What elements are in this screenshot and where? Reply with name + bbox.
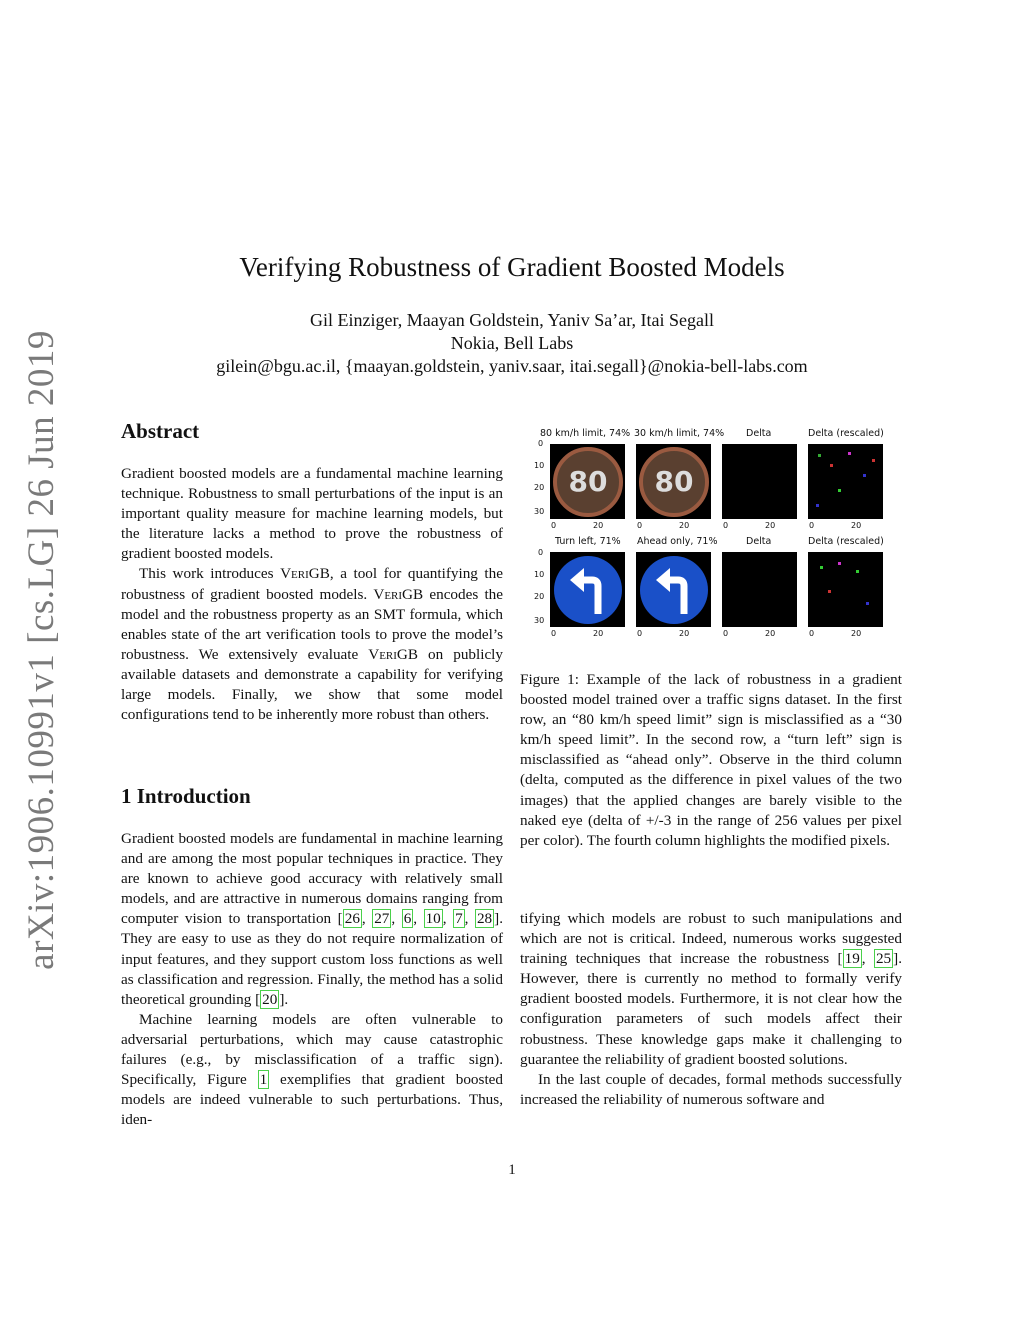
- pixel-dot: [818, 454, 821, 457]
- pixel-dot: [838, 489, 841, 492]
- tool-name: VeriGB: [368, 645, 419, 663]
- x-tick: 20: [765, 521, 776, 530]
- image-delta: [722, 552, 797, 627]
- x-tick: 0: [723, 629, 729, 638]
- x-tick: 0: [551, 629, 557, 638]
- citation-link[interactable]: 27: [374, 910, 390, 928]
- panel-title: Delta: [746, 428, 772, 439]
- introduction-heading: 1 Introduction: [121, 784, 251, 808]
- x-tick: 0: [551, 521, 557, 530]
- intro-paragraph-2: Machine learning models are often vulnerable to adversarial perturbations, which may cause catastrophic failures (e.g., by misclassification of a traffic sign). Specifically, Figure 1 exemplifies that gradient boosted models are indeed vulnerable to such perturbations. Thus, iden-: [121, 1010, 503, 1129]
- citation-link[interactable]: 20: [262, 990, 278, 1008]
- x-tick: 20: [851, 521, 862, 530]
- arxiv-identifier: arXiv:1906.10991v1 [cs.LG] 26 Jun 2019: [21, 330, 62, 970]
- image-turn-left: [550, 552, 625, 627]
- author-block: [0, 309, 1024, 378]
- panel-title: Delta (rescaled): [808, 428, 884, 439]
- pixel-dot: [872, 459, 875, 462]
- image-delta-rescaled: [808, 444, 883, 519]
- turn-left-sign-icon: [554, 556, 622, 624]
- y-tick: 0: [538, 439, 544, 448]
- citation-link[interactable]: 25: [875, 950, 892, 968]
- paper-title: Verifying Robustness of Gradient Boosted Models: [239, 252, 785, 282]
- pixel-dot: [863, 474, 866, 477]
- image-ahead-only: [636, 552, 711, 627]
- y-tick: 20: [534, 483, 545, 492]
- figure-1-caption: Figure 1: Example of the lack of robustness in a gradient boosted model trained over a traffic signs dataset. In the first row, an “80 km/h speed limit” sign is misclassified as a “30 km/h speed limit”. In the second row, a “turn left” sign is misclassified as “ahead only”. Observe in the third column (delta, computed as the difference in pixel values of the two images) that the applied changes are barely visible to the naked eye (delta of +/-3 in the range of 256 values per pixel per color). The fourth column highlights the modified pixels.: [520, 671, 902, 849]
- pixel-dot: [848, 452, 851, 455]
- x-tick: 0: [809, 629, 815, 638]
- image-delta: [722, 444, 797, 519]
- pixel-dot: [816, 504, 819, 507]
- x-tick: 20: [593, 629, 604, 638]
- abstract-body: [121, 464, 503, 725]
- tool-name: VeriGB: [373, 585, 424, 603]
- x-tick: 0: [637, 521, 643, 530]
- intro-paragraph-1: Gradient boosted models are fundamental in machine learning and are among the most popular techniques in practice. They are known to achieve good accuracy with relatively small models, and are attractive in numerous domains ranging from computer vision to transportation [ 26 , 27 , 6 , 10 , 7 , 28 ]. They are easy to use as they do not require normalization of input features, and they support custom loss functions as well as classification and regression. Finally, the method has a solid theoretical grounding [ 20 ].: [121, 830, 503, 1008]
- abstract-heading: Abstract: [121, 419, 200, 443]
- pixel-dot: [838, 562, 841, 565]
- y-tick: 20: [534, 592, 545, 601]
- x-tick: 0: [637, 629, 643, 638]
- introduction-body-left: [121, 829, 503, 1130]
- citation-link[interactable]: 26: [344, 910, 360, 928]
- y-tick: 10: [534, 461, 545, 470]
- intro-paragraph-3: In the last couple of decades, formal methods successfully increased the reliability of numerous software and: [520, 1070, 902, 1108]
- image-30-limit: [636, 444, 711, 519]
- panel-title: 80 km/h limit, 74%: [540, 428, 631, 439]
- author-emails: gilein@bgu.ac.il, {maayan.goldstein, yaniv.saar, itai.segall}@nokia-bell-labs.com: [216, 356, 808, 376]
- intro-paragraph-1-cont: tifying which models are robust to such manipulations and which are not is critical. Indeed, numerous works suggested training techniques that increase the robustness [ 19 , 25 ]. However, there is currently no method to formally verify gradient boosted models. Furthermore, it is not clear how the configuration parameters of such models affect their robustness. These knowledge gaps make it challenging to guarantee the reliability of gradient boosted solutions.: [520, 910, 902, 1068]
- pixel-dot: [828, 590, 831, 593]
- turn-left-sign-icon: [640, 556, 708, 624]
- citation-link[interactable]: 7: [455, 910, 463, 928]
- x-tick: 0: [809, 521, 815, 530]
- x-tick: 20: [679, 521, 690, 530]
- figure-link[interactable]: 1: [259, 1071, 268, 1089]
- panel-title: Turn left, 71%: [555, 536, 621, 547]
- page-number: 1: [508, 1162, 516, 1178]
- citation-link[interactable]: 10: [425, 910, 441, 928]
- introduction-body-right: [520, 909, 902, 1110]
- x-tick: 20: [593, 521, 604, 530]
- panel-title: Delta (rescaled): [808, 536, 884, 547]
- image-80-limit: [550, 444, 625, 519]
- y-tick: 0: [538, 548, 544, 557]
- abstract-paragraph-2: This work introduces VeriGB, a tool for quantifying the robustness of gradient boosted models. VeriGB encodes the model and the robustness property as an SMT formula, which enables state of the art verification tools to prove the model’s robustness. We extensively evaluate VeriGB on publicly available datasets and demonstrate a capability for verifying large models. Finally, we show that some model configurations tend to be inherently more robust than others.: [121, 565, 504, 724]
- pixel-dot: [866, 602, 869, 605]
- pixel-dot: [856, 570, 859, 573]
- panel-title: Delta: [746, 536, 772, 547]
- abstract-paragraph-1: Gradient boosted models are a fundamental machine learning technique. Robustness to small perturbations of the input is an important quality measure for machine learning models, but the literature lacks a method to prove the robustness of gradient boosted models.: [121, 465, 503, 563]
- citation-link[interactable]: 28: [476, 910, 493, 928]
- y-tick: 30: [534, 616, 545, 625]
- speed-sign-icon: 80: [639, 447, 709, 517]
- panel-title: Ahead only, 71%: [637, 536, 718, 547]
- x-tick: 20: [679, 629, 690, 638]
- y-tick: 30: [534, 507, 545, 516]
- citation-link[interactable]: 6: [403, 910, 412, 928]
- speed-sign-icon: 80: [553, 447, 623, 517]
- x-tick: 20: [851, 629, 862, 638]
- affiliation: Nokia, Bell Labs: [450, 333, 574, 353]
- y-tick: 10: [534, 570, 545, 579]
- citation-link[interactable]: 19: [844, 950, 860, 968]
- pixel-dot: [820, 566, 823, 569]
- x-tick: 0: [723, 521, 729, 530]
- image-delta-rescaled: [808, 552, 883, 627]
- panel-title: 30 km/h limit, 74%: [634, 428, 725, 439]
- x-tick: 20: [765, 629, 776, 638]
- figure-1: [530, 424, 910, 649]
- author-names: Gil Einziger, Maayan Goldstein, Yaniv Sa’ar, Itai Segall: [310, 310, 714, 330]
- tool-name: VeriGB: [280, 565, 330, 583]
- pixel-dot: [830, 464, 833, 467]
